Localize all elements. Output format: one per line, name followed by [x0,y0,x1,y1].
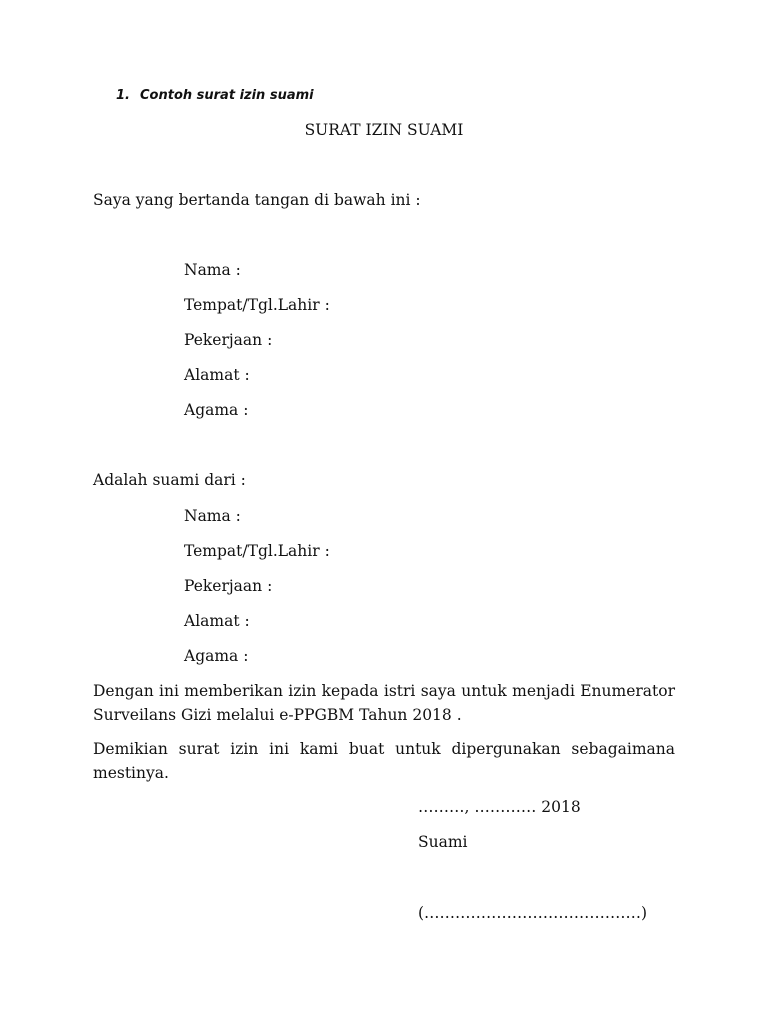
permission-paragraph: Dengan ini memberikan izin kepada istri saya untuk menjadi Enumerator Surveilans Gizi melalui e-PPGBM Tahun 2018 . [93,682,675,724]
section-heading: Contoh surat izin suami [140,88,314,103]
signature-line: (……………………………………) [418,904,648,922]
husband-religion-label: Agama : [184,401,249,419]
husband-birth-label: Tempat/Tgl.Lahir : [184,296,330,314]
intro-text: Saya yang bertanda tangan di bawah ini : [93,191,421,209]
signer-role: Suami [418,833,468,851]
husband-address-label: Alamat : [184,366,250,384]
husband-name-label: Nama : [184,261,241,279]
wife-address-label: Alamat : [184,612,250,630]
closing-paragraph: Demikian surat izin ini kami buat untuk dipergunakan sebagaimana mestinya. [93,740,675,782]
date-line: ………, ………… 2018 [418,798,581,816]
wife-religion-label: Agama : [184,647,249,665]
spouse-intro-text: Adalah suami dari : [93,471,246,489]
wife-name-label: Nama : [184,507,241,525]
letter-title: SURAT IZIN SUAMI [304,121,464,139]
wife-job-label: Pekerjaan : [184,577,273,595]
section-number: 1. [116,88,130,103]
husband-job-label: Pekerjaan : [184,331,273,349]
wife-birth-label: Tempat/Tgl.Lahir : [184,542,330,560]
